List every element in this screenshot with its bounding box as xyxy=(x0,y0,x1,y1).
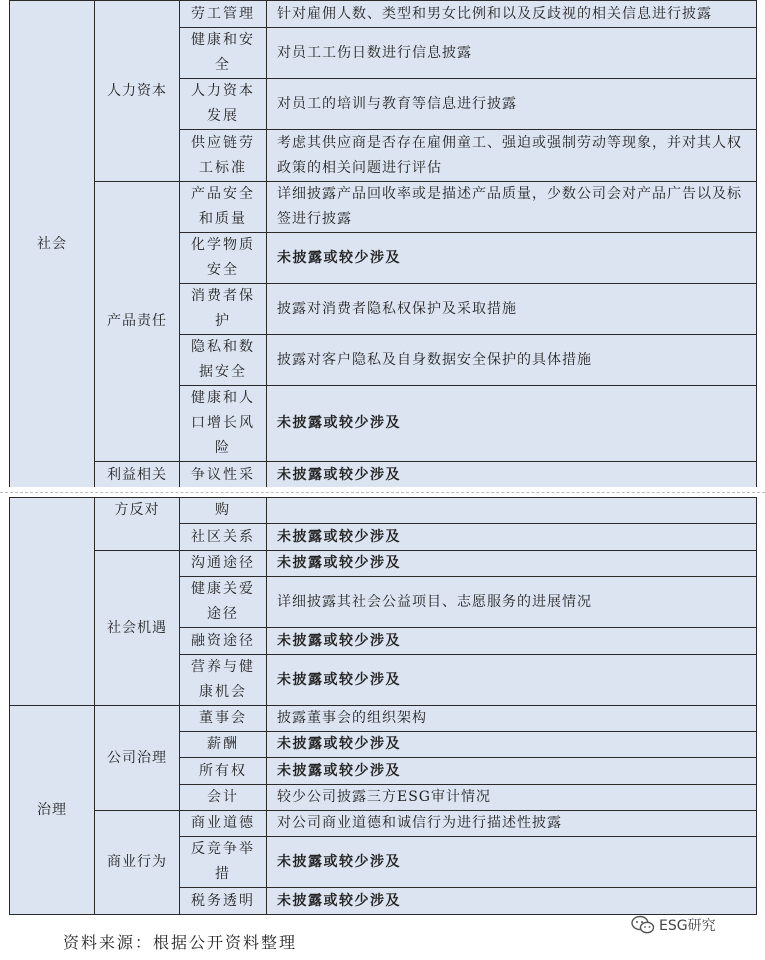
description-cell: 未披露或较少涉及 xyxy=(267,628,757,655)
table-row xyxy=(10,1,757,28)
topic-cell: 隐私和数据安全 xyxy=(180,335,267,386)
description-cell: 对公司商业道德和诚信行为进行描述性披露 xyxy=(267,811,757,837)
topic-cell: 反竞争举措 xyxy=(180,837,267,888)
description-cell: 披露对消费者隐私权保护及采取措施 xyxy=(267,284,757,335)
subcategory-cell: 公司治理 xyxy=(95,706,180,811)
description-cell: 考虑其供应商是否存在雇佣童工、强迫或强制劳动等现象，并对其人权政策的相关问题进行评估 xyxy=(267,130,757,182)
table-row xyxy=(10,551,757,577)
topic-cell: 健康关爱途径 xyxy=(180,577,267,628)
subcategory-cell: 方反对 xyxy=(95,498,180,551)
topic-cell: 融资途径 xyxy=(180,628,267,655)
description-cell xyxy=(267,498,757,524)
topic-cell: 供应链劳工标准 xyxy=(180,130,267,182)
description-cell: 未披露或较少涉及 xyxy=(267,524,757,551)
topic-cell: 营养与健康机会 xyxy=(180,655,267,706)
topic-cell: 社区关系 xyxy=(180,524,267,551)
description-cell: 较少公司披露三方ESG审计情况 xyxy=(267,785,757,811)
source-note: 资料来源：根据公开资料整理 xyxy=(63,933,298,952)
topic-cell: 消费者保护 xyxy=(180,284,267,335)
description-cell: 未披露或较少涉及 xyxy=(267,551,757,577)
description-cell: 未披露或较少涉及 xyxy=(267,386,757,462)
description-cell: 未披露或较少涉及 xyxy=(267,758,757,785)
table-row xyxy=(10,811,757,837)
description-cell: 对员工工伤日数进行信息披露 xyxy=(267,28,757,79)
table-row xyxy=(10,462,757,489)
topic-cell: 健康和安全 xyxy=(180,28,267,79)
subcategory-cell: 社会机遇 xyxy=(95,551,180,706)
topic-cell: 产品安全和质量 xyxy=(180,182,267,233)
topic-cell: 商业道德 xyxy=(180,811,267,837)
esg-table-part2 xyxy=(9,497,757,915)
description-cell: 未披露或较少涉及 xyxy=(267,655,757,706)
watermark xyxy=(631,913,716,937)
description-cell: 未披露或较少涉及 xyxy=(267,888,757,915)
esg-table-part1 xyxy=(9,0,757,489)
category-cell-continued xyxy=(10,498,95,706)
description-cell: 未披露或较少涉及 xyxy=(267,732,757,758)
wechat-icon xyxy=(631,915,655,935)
topic-cell: 税务透明 xyxy=(180,888,267,915)
description-cell: 未披露或较少涉及 xyxy=(267,837,757,888)
table-row xyxy=(10,498,757,524)
description-cell: 对员工的培训与教育等信息进行披露 xyxy=(267,79,757,130)
topic-cell: 化学物质安全 xyxy=(180,233,267,284)
description-cell: 披露对客户隐私及自身数据安全保护的具体措施 xyxy=(267,335,757,386)
subcategory-cell: 产品责任 xyxy=(95,182,180,462)
topic-cell: 薪酬 xyxy=(180,732,267,758)
description-cell: 未披露或较少涉及 xyxy=(267,462,757,489)
topic-cell: 董事会 xyxy=(180,706,267,732)
topic-cell: 人力资本发展 xyxy=(180,79,267,130)
table-row xyxy=(10,706,757,732)
watermark-text: ESG研究 xyxy=(659,918,716,934)
description-cell: 未披露或较少涉及 xyxy=(267,233,757,284)
table-row xyxy=(10,182,757,233)
topic-cell: 健康和人口增长风险 xyxy=(180,386,267,462)
subcategory-cell: 商业行为 xyxy=(95,811,180,915)
topic-cell: 会计 xyxy=(180,785,267,811)
description-cell: 详细披露其社会公益项目、志愿服务的进展情况 xyxy=(267,577,757,628)
description-cell: 披露董事会的组织架构 xyxy=(267,706,757,732)
subcategory-cell: 利益相关 xyxy=(95,462,180,489)
page-break-line xyxy=(0,492,765,493)
topic-cell: 沟通途径 xyxy=(180,551,267,577)
category-cell: 社会 xyxy=(10,1,95,489)
description-cell: 针对雇佣人数、类型和男女比例和以及反歧视的相关信息进行披露 xyxy=(267,1,757,28)
topic-cell: 所有权 xyxy=(180,758,267,785)
topic-cell: 购 xyxy=(180,498,267,524)
description-cell: 详细披露产品回收率或是描述产品质量，少数公司会对产品广告以及标签进行披露 xyxy=(267,182,757,233)
topic-cell: 争议性采 xyxy=(180,462,267,489)
subcategory-cell: 人力资本 xyxy=(95,1,180,182)
topic-cell: 劳工管理 xyxy=(180,1,267,28)
category-cell: 治理 xyxy=(10,706,95,915)
